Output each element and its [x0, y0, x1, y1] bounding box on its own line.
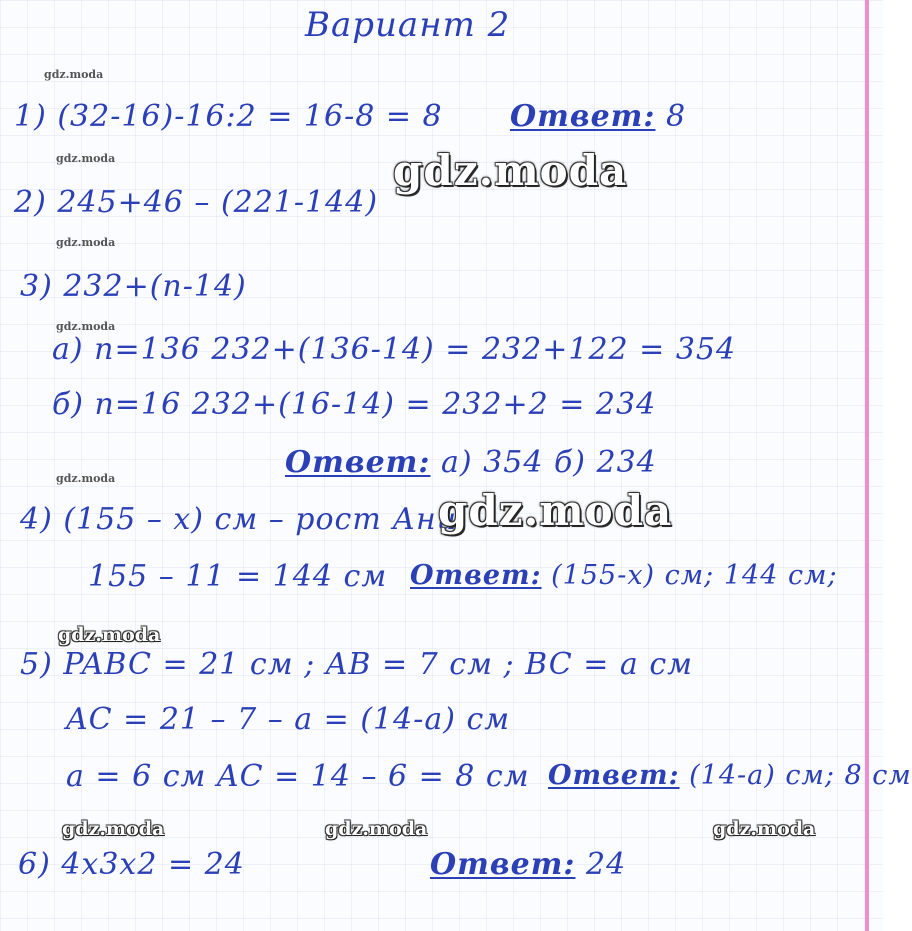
- problem-3-line-3: б) n=16 232+(16-14) = 232+2 = 234: [52, 387, 657, 422]
- answer-label: Ответ:: [430, 847, 576, 882]
- answer-value: 24: [575, 847, 627, 882]
- problem-6-line-1: 6) 4x3x2 = 24: [18, 847, 245, 882]
- answer-value: 8: [655, 99, 687, 134]
- problem-4-answer: [410, 562, 838, 589]
- watermark: gdz.moda: [56, 152, 116, 165]
- watermark: gdz.moda: [58, 624, 161, 646]
- answer-label: Ответ:: [410, 560, 542, 591]
- watermark: gdz.moda: [438, 486, 673, 535]
- watermark: gdz.moda: [56, 236, 116, 249]
- problem-2-line-1: 2) 245+46 – (221-144): [14, 185, 379, 220]
- watermark: gdz.moda: [393, 146, 628, 195]
- problem-5-answer: [548, 762, 912, 789]
- page-title: Вариант 2: [305, 5, 511, 45]
- answer-label: Ответ:: [548, 760, 680, 791]
- problem-1-line-1: 1) (32-16)-16:2 = 16-8 = 8: [14, 99, 443, 134]
- answer-value: а) 354 б) 234: [430, 445, 657, 480]
- problem-4-line-1: 4) (155 – x) см – рост Ани: [20, 502, 458, 537]
- watermark: gdz.moda: [56, 320, 116, 333]
- answer-label: Ответ:: [285, 445, 431, 480]
- problem-5-line-1: 5) PABC = 21 см ; AB = 7 см ; BC = a см: [20, 647, 694, 682]
- problem-5-line-2: AC = 21 – 7 – a = (14-a) см: [66, 702, 511, 737]
- problem-3-line-2: а) n=136 232+(136-14) = 232+122 = 354: [52, 332, 737, 367]
- problem-3-line-1: 3) 232+(n-14): [20, 269, 247, 304]
- problem-3-answer: [285, 445, 657, 480]
- answer-value: (14-a) см; 8 см: [679, 760, 912, 791]
- problem-4-line-2: 155 – 11 = 144 см: [88, 559, 388, 594]
- margin-line: [865, 0, 869, 931]
- answer-value: (155-x) см; 144 см;: [541, 560, 838, 591]
- watermark: gdz.moda: [44, 68, 104, 81]
- watermark: gdz.moda: [325, 818, 428, 840]
- answer-label: Ответ:: [510, 99, 656, 134]
- watermark: gdz.moda: [62, 818, 165, 840]
- problem-6-answer: [430, 847, 627, 882]
- watermark: gdz.moda: [713, 818, 816, 840]
- problem-1-answer: [510, 99, 687, 134]
- watermark: gdz.moda: [56, 472, 116, 485]
- problem-5-line-3: a = 6 см AC = 14 – 6 = 8 см: [66, 759, 530, 794]
